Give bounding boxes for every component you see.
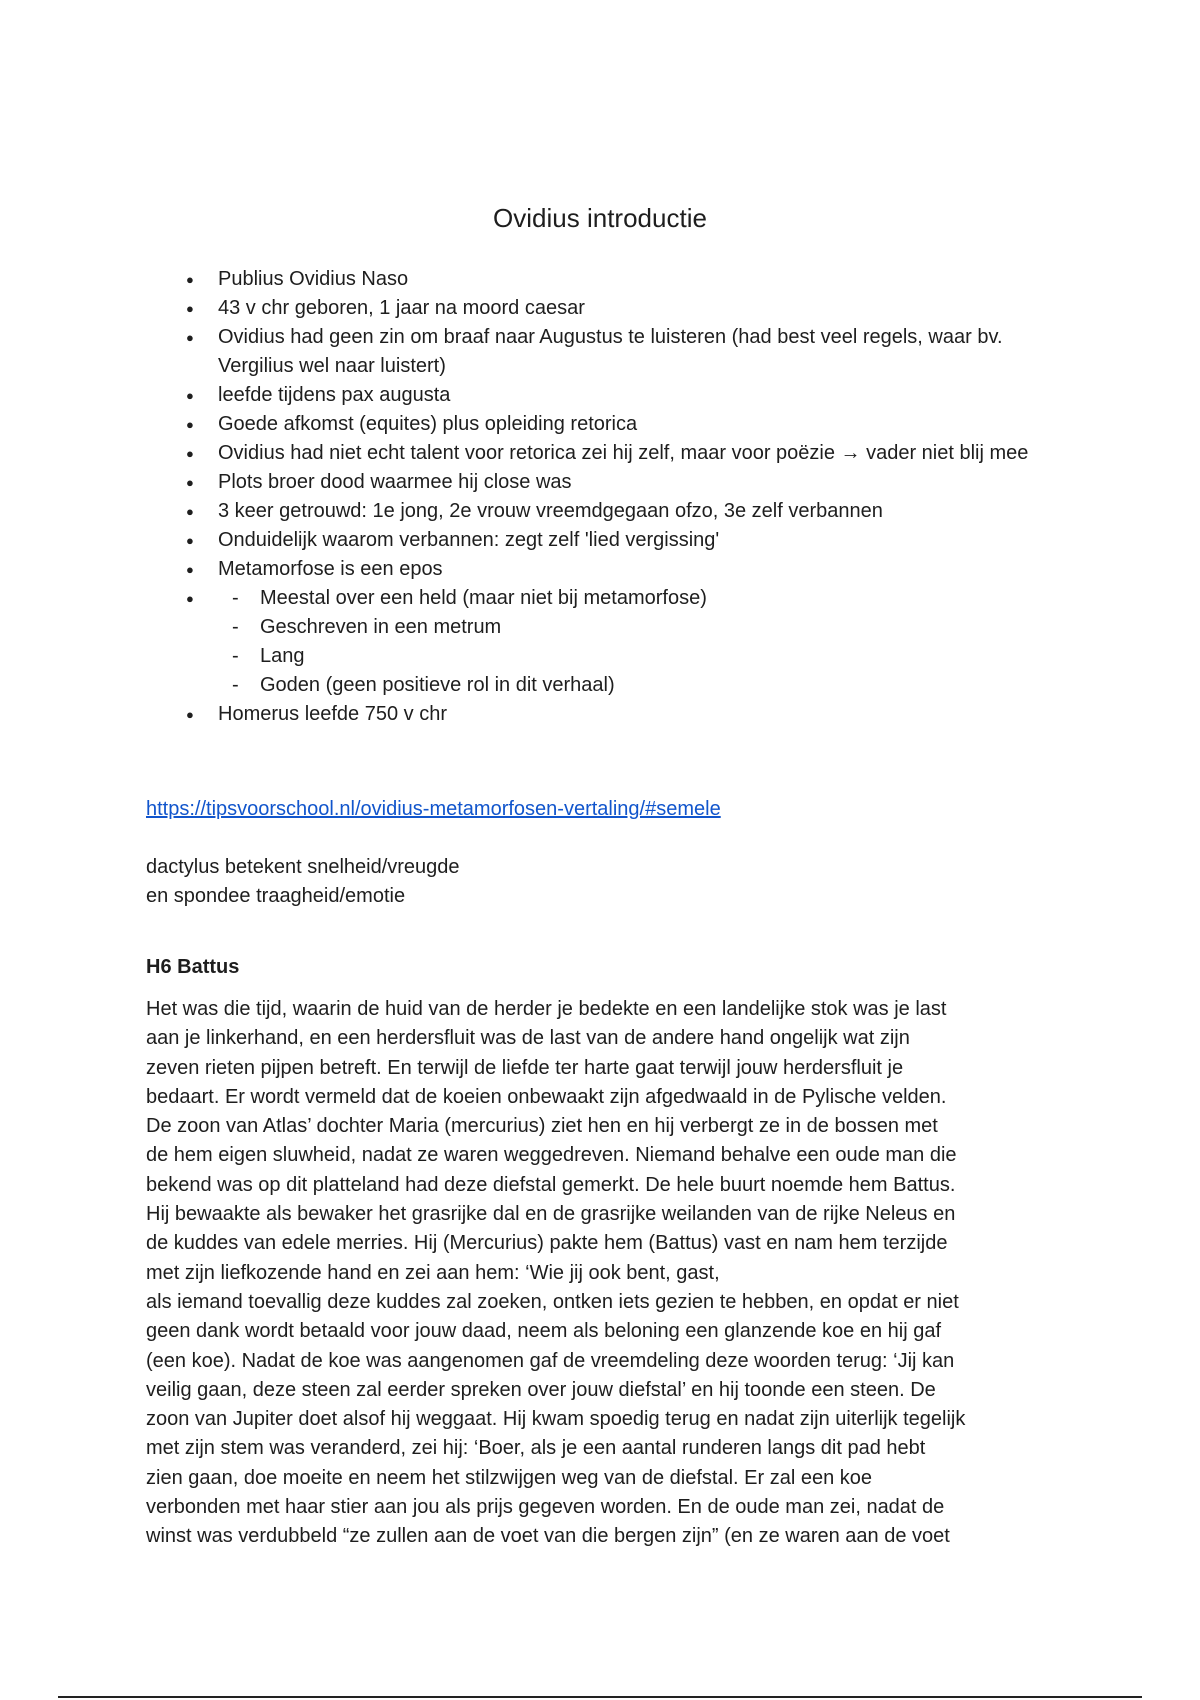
sub-list-item: - Geschreven in een metrum (188, 613, 1068, 642)
sub-list-item: - ● Meestal over een held (maar niet bij metamorfose) (188, 584, 1068, 613)
list-item: ● 43 v chr geboren, 1 jaar na moord caesar (188, 294, 1068, 323)
list-item: ● Ovidius had niet echt talent voor retorica zei hij zelf, maar voor poëzie → vader niet blij mee (188, 439, 1068, 468)
sub-list-item: - Goden (geen positieve rol in dit verhaal) (188, 671, 1068, 700)
sub-list-container (188, 584, 1068, 700)
translation-paragraph (146, 995, 1076, 1552)
note-line: en spondee traagheid/emotie (146, 885, 406, 907)
epos-sub-list (188, 584, 1068, 700)
paragraph-line: Het was die tijd, waarin de huid van de herder je bedekte en een landelijke stok was je last (146, 998, 947, 1020)
paragraph-line: als iemand toevallig deze kuddes zal zoeken, ontken iets gezien te hebben, en opdat er niet (146, 1290, 959, 1313)
note-line: dactylus betekent snelheid/vreugde (146, 856, 460, 878)
reference-link[interactable]: https://tipsvoorschool.nl/ovidius-metamorfosen-vertaling/#semele (146, 798, 721, 820)
section-heading: H6 Battus (146, 956, 240, 978)
list-item: ● Plots broer dood waarmee hij close was (188, 468, 1068, 497)
paragraph-line: bekend was op dit platteland had deze diefstal gemerkt. De hele buurt noemde hem Battus. (146, 1173, 956, 1196)
paragraph-line: De zoon van Atlas’ dochter Maria (mercurius) ziet hen en hij verbergt ze in de bossen met (146, 1115, 938, 1138)
list-item: ● Homerus leefde 750 v chr (188, 700, 1068, 729)
metre-note (146, 853, 460, 911)
paragraph-line: de hem eigen sluwheid, nadat ze waren weggedreven. Niemand behalve een oude man die (146, 1144, 957, 1167)
paragraph-line: winst was verdubbeld “ze zullen aan de voet van die bergen zijn” (en ze waren aan de voet (146, 1525, 950, 1548)
paragraph-line: verbonden met haar stier aan jou als prijs gegeven worden. En de oude man zei, nadat de (146, 1496, 945, 1519)
page-bottom-divider (58, 1696, 1142, 1698)
paragraph-line: geen dank wordt betaald voor jouw daad, neem als beloning een glanzende koe en hij gaf (146, 1320, 942, 1343)
paragraph-line: Hij bewaakte als bewaker het grasrijke dal en de grasrijke weilanden van de rijke Neleus en (146, 1203, 956, 1226)
paragraph-line: bedaart. Er wordt vermeld dat de koeien onbewaakt zijn afgedwaald in de Pylische velden. (146, 1085, 947, 1108)
paragraph-line: zoon van Jupiter doet alsof hij weggaat. Hij kwam spoedig terug en nadat zijn uiterlijk tegelijk (146, 1408, 966, 1431)
intro-bullet-list (188, 265, 1068, 729)
list-item: ● Metamorfose is een epos (188, 555, 1068, 584)
paragraph-line: de kuddes van edele merries. Hij (Mercurius) pakte hem (Battus) vast en nam hem terzijde (146, 1232, 948, 1255)
list-item: ● Goede afkomst (equites) plus opleiding retorica (188, 410, 1068, 439)
paragraph-line: zeven rieten pijpen betreft. En terwijl de liefde ter harte gaat terwijl jouw herdersfluit je (146, 1056, 904, 1079)
list-item: ● Publius Ovidius Naso (188, 265, 1068, 294)
list-item: ● leefde tijdens pax augusta (188, 381, 1068, 410)
list-item: ● 3 keer getrouwd: 1e jong, 2e vrouw vreemdgegaan ofzo, 3e zelf verbannen (188, 497, 1068, 526)
list-item: ● Onduidelijk waarom verbannen: zegt zelf 'lied vergissing' (188, 526, 1068, 555)
paragraph-line: met zijn liefkozende hand en zei aan hem: ‘Wie jij ook bent, gast, (146, 1261, 720, 1284)
sub-list-item: - Lang (188, 642, 1068, 671)
paragraph-line: (een koe). Nadat de koe was aangenomen gaf de vreemdeling deze woorden terug: ‘Jij kan (146, 1349, 955, 1372)
page-title: Ovidius introductie (493, 203, 707, 233)
paragraph-line: zien gaan, doe moeite en neem het stilzwijgen weg van de diefstal. Er zal een koe (146, 1466, 872, 1489)
paragraph-line: veilig gaan, deze steen zal eerder spreken over jouw diefstal’ en hij toonde een steen. De (146, 1378, 936, 1401)
list-item: ● Ovidius had geen zin om braaf naar Augustus te luisteren (had best veel regels, waar bv. Vergilius wel naar luistert) (188, 323, 1068, 381)
paragraph-line: met zijn stem was veranderd, zei hij: ‘Boer, als je een aantal runderen langs dit pad hebt (146, 1437, 926, 1460)
paragraph-line: aan je linkerhand, en een herdersfluit was de last van de andere hand ongelijk wat zijn (146, 1027, 910, 1050)
